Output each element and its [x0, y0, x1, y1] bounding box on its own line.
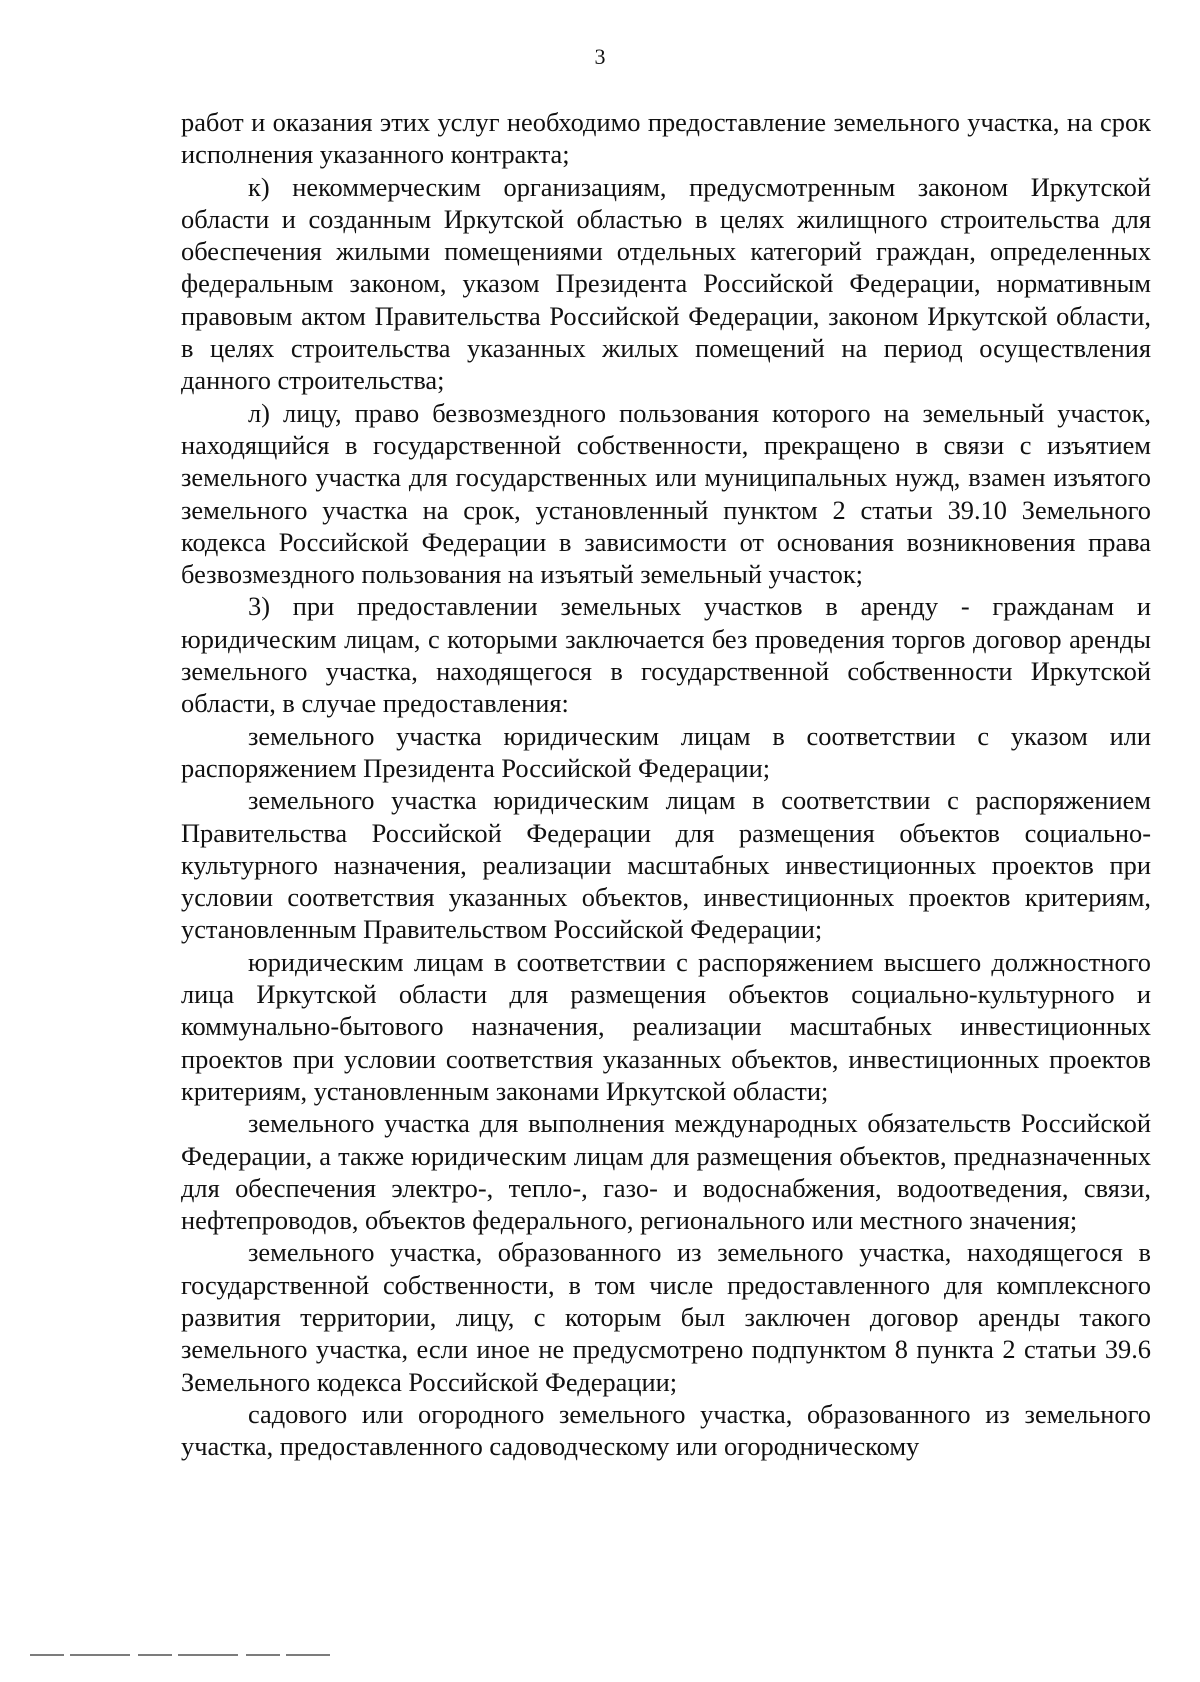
paragraph-case-formed-plot: земельного участка, образованного из земельного участка, находящегося в государственной собственности, в том числе предоставленного для комплексного развития территории, лицу, с которым был заключен договор аренды такого земельного участка, если иное не предусмотрено подпунктом 8 пункта 2 статьи 39.6 Земельного кодекса Российской Федерации;: [181, 1237, 1151, 1397]
paragraph-case-garden-plot: садового или огородного земельного участка, образованного из земельного участка, предоставленного садоводческому или огородническому: [181, 1398, 1151, 1462]
paragraph-case-government: земельного участка юридическим лицам в соответствии с распоряжением Правительства Российской Федерации для размещения объектов социально-культурного назначения, реализации масштабных инвестиционных проектов при условии соответствия указанных объектов, инвестиционных проектов критериям, установленным Правительством Российской Федерации;: [181, 785, 1151, 945]
paragraph-continuation: работ и оказания этих услуг необходимо предоставление земельного участка, на срок исполнения указанного контракта;: [181, 107, 1151, 170]
page-number: 3: [594, 44, 606, 69]
paragraph-item-k: к) некоммерческим организациям, предусмотренным законом Иркутской области и созданным Иркутской областью в целях жилищного строительства для обеспечения жилыми помещениями отдельных категорий граждан, определенных федеральным законом, указом Президента Российской Федерации, нормативным правовым актом Правительства Российской Федерации, законом Иркутской области, в целях строительства указанных жилых помещений на период осуществления данного строительства;: [181, 171, 1151, 396]
paragraph-case-international: земельного участка для выполнения международных обязательств Российской Федерации, а также юридическим лицам для размещения объектов, предназначенных для обеспечения электро-, тепло-, газо- и водоснабжения, водоотведения, связи, нефтепроводов, объектов федерального, регионального или местного значения;: [181, 1108, 1151, 1236]
paragraph-case-president: земельного участка юридическим лицам в соответствии с указом или распоряжением Президента Российской Федерации;: [181, 720, 1151, 783]
paragraph-case-governor: юридическим лицам в соответствии с распоряжением высшего должностного лица Иркутской области для размещения объектов социально-культурного и коммунально-бытового назначения, реализации масштабных инвестиционных проектов при условии соответствия указанных объектов, инвестиционных проектов критериям, установленным законами Иркутской области;: [181, 946, 1151, 1106]
paragraph-item-3: 3) при предоставлении земельных участков в аренду - гражданам и юридическим лицам, с которыми заключается без проведения торгов договор аренды земельного участка, находящегося в государственной собственности Иркутской области, в случае предоставления:: [181, 591, 1151, 719]
scan-footer-rule: [30, 1654, 330, 1656]
paragraph-item-l: л) лицу, право безвозмездного пользования которого на земельный участок, находящийся в государственной собственности, прекращено в связи с изъятием земельного участка для государственных или муниципальных нужд, взамен изъятого земельного участка на срок, установленный пунктом 2 статьи 39.10 Земельного кодекса Российской Федерации в зависимости от основания возникновения права безвозмездного пользования на изъятый земельный участок;: [181, 397, 1151, 590]
document-body: [181, 106, 1151, 1462]
